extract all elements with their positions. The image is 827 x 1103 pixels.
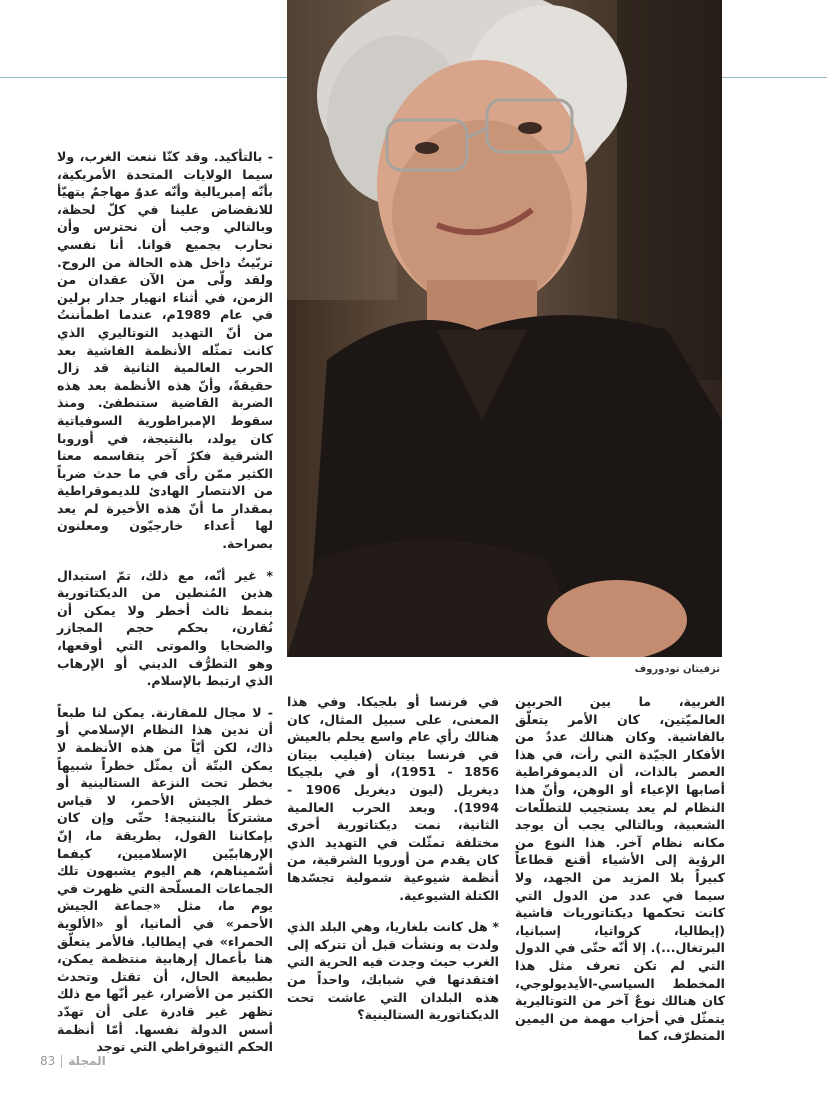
paragraph: * هل كانت بلغاريا، وهي البلد الذي ولدت به ونشأت قبل أن تتركه إلى الغرب حيث وجدت فيه الحرية التي افتقدتها في شبابك، واحداً من هذه البلدان التي عاشت تحت الديكتاتورية الستالينية؟ bbox=[287, 919, 499, 1023]
article-column-right bbox=[515, 693, 725, 1059]
paragraph: الغربية، ما بين الحربين العالميّتين، كان الأمر يتعلّق بالفاشية. وكان هنالك عددٌ من الأفكار الجيّدة التي رأت، في هذا العصر بالذات، أن الديموقراطية أصابها الإعياء أو الوهن، وأنّ هذا النظام لم يعد يستجيب للتطلّعات الشعبية، وبالتالي يجب أن يوجد مكانه نظام آخر. هذا النوع من الرؤية إلى الأشياء أقنع قطاعاً كبيراً بلا المزيد من الجهد، ولا سيما في عدد من الدول التي كانت تحكمها ديكتاتوريات فاشية (إيطاليا، كرواتيا، إسبانيا، البرتغال...). إلا أنّه حتّى في الدول التي لم تكن تعرف مثل هذا المخطط السياسي-الأيديولوجي، كان هنالك نوعٌ آخر من التوتاليرية يتمثّل في أحزاب مهمة من اليمين المتطرّف، كما bbox=[515, 694, 725, 1044]
photo-caption: تزفيتان تودوروف bbox=[634, 664, 720, 675]
top-rule-left bbox=[0, 77, 287, 78]
paragraph: في فرنسا أو بلجيكا. وفي هذا المعنى، على سبيل المثال، كان هنالك رأي عام واسع يحلم بالعيش في فرنسا بيتان (فيليب بيتان 1856 - 1951)، أو في بلجيكا ديغريل (ليون ديغريل 1906 - 1994). وبعد الحرب العالمية الثانية، نمت ديكتاتورية أخرى مختلفة تمثّلت في التهديد الذي كان يقدم من أوروبا الشرقية، من أنظمة شيوعية شمولية تجسّدها الكتلة الشيوعية. bbox=[287, 694, 500, 903]
article-column-left bbox=[57, 148, 273, 1070]
footer-divider bbox=[61, 1055, 62, 1068]
magazine-name: المجلة bbox=[68, 1054, 106, 1068]
page-footer bbox=[40, 1054, 106, 1068]
article-column-middle bbox=[287, 693, 499, 1038]
paragraph: * غير أنّه، مع ذلك، تمّ استبدال هذين المُنطين من الديكتاتورية بنمط ثالث أخطر ولا يمكن أن نُقارن، بحكم حجم المجازر والضحايا والموتى التي أوقعها، وهو التطرُّف الديني أو الإرهاب الذي ارتبط بالإسلام. bbox=[57, 567, 273, 689]
top-rule-right bbox=[722, 77, 827, 78]
paragraph: - بالتأكيد. وقد كنّا ننعت الغرب، ولا سيما الولايات المتحدة الأمريكية، بأنّه إمبريالية وأنّه عدوٌ مهاجمٌ يتهيّأ للانقضاض علينا في كلّ لحظة، وبالتالي وجب أن نحترس وأن نحارب بجميع قوانا. أنا نفسي تربّيتُ داخل هذه الحالة من الروح. ولقد ولّى من الآن عقدان من الزمن، في أثناء انهيار جدار برلين في عام 1989م، عندما اطمأننتُ من أنّ التهديد التوتاليري الذي كانت تمثّله الأنظمة الفاشية بعد الحرب العالمية الثانية قد زال حقيقةً، وأنّ هذه الأنظمة بعد هذه الضربة القاضية ستنطفئ. ومنذ سقوط الإمبراطورية السوفياتية كان يولد، بالنتيجة، في أوروبا الشرقية فكرٌ آخر يتقاسمه معنا الكثير ممّن رأى في ما حدث ضرباً من الانتصار الهادئ للديموقراطية بمقدار ما أنّ هذه الأخيرة لم يعد لها أعداء خارجيّون ومعلنون بصراحة. bbox=[57, 149, 273, 552]
page-number: 83 bbox=[40, 1054, 56, 1068]
portrait-photo bbox=[287, 0, 722, 657]
paragraph: - لا مجال للمقارنة. يمكن لنا طبعاً أن ندين هذا النظام الإسلامي أو ذاك، لكن أيّاً من هذه الأنظمة لا يمكن البتّة أن يمثّل خطراً شبيهاً بخطر تحت النزعة الستالينية أو خطر الجيش الأحمر، لا قياس مشتركاً بالنتيجة! حتّى وإن كان بإمكاننا القول، بطريقة ما، إنّ الإرهابيّين الإسلاميين، كيفما أسّميناهم، هم اليوم يشبهون تلك الجماعات المسلّحة التي ظهرت في يوم ما، مثل «جماعة الجيش الأحمر» في ألمانيا، أو «الألوية الحمراء» في إيطاليا. فالأمر يتعلّق هنا بأعمال إرهابية منتظمة يمكن، بطبيعة الحال، أن تقتل وتحدث الكثير من الأضرار، غير أنّها مع ذلك تظهر غير قادرة على أن تهدّد أسس الدولة نفسها. أمّا أنظمة الحكم الثيوقراطي التي توجد bbox=[57, 704, 273, 1055]
portrait-illustration bbox=[287, 0, 722, 657]
